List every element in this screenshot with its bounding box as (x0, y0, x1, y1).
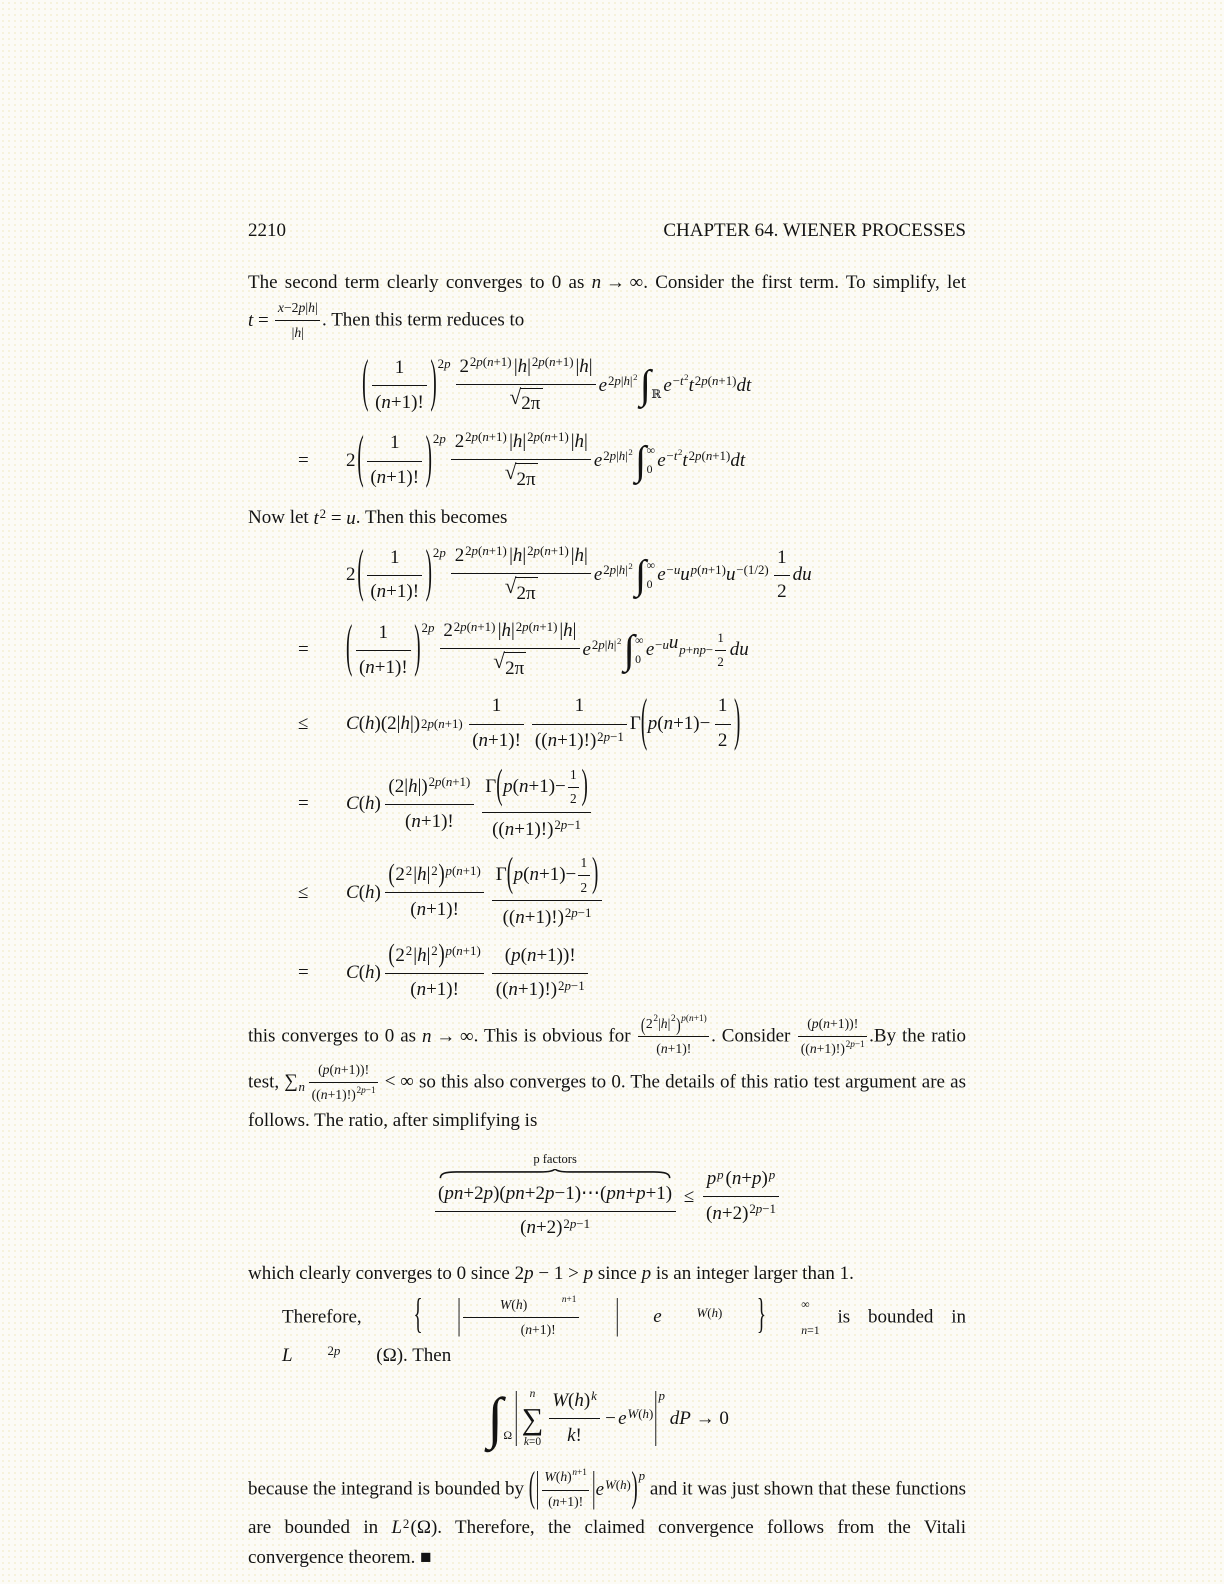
inline-math: { | W(h) n+1 (n+1)! | e W(h) } ∞ n=1 (413, 1291, 820, 1340)
chapter-title: CHAPTER 64. WIENER PROCESSES (663, 220, 966, 241)
page-body (248, 268, 966, 1572)
text-run: this converges to 0 as (248, 1025, 423, 1047)
inline-math: L 2p (Ω) (282, 1343, 404, 1366)
equation: C(h) ( 2 2 |h| 2 ) p(n+1) (n+1)! Γ ( p(n+1)− 1 2 ) ((n+1)!) 2p−1 (346, 853, 604, 932)
relation-symbol: = (298, 639, 309, 661)
para-converges (248, 1259, 966, 1289)
eq-chain-line (298, 614, 966, 683)
equation: ∫ Ω | n ∑ k=0 W(h) k k! − e W(h) | p dP → 0 (487, 1382, 729, 1451)
text-run: . Therefore, the claimed convergence follows from the Vitali convergence theorem. ■ (248, 1516, 966, 1568)
text-run: since (593, 1262, 642, 1284)
inline-math: n → ∞ (422, 1025, 474, 1047)
relation-symbol: = (298, 793, 309, 815)
text-run: Now let (248, 507, 314, 529)
text-run: . This is obvious for (473, 1025, 637, 1047)
eq-chain-line (298, 850, 966, 932)
equation: C(h) (2|h|) 2p(n+1) (n+1)! Γ ( p(n+1)− 1 2 ) ((n+1)!) 2p−1 (346, 765, 594, 844)
eq-chain-line (298, 539, 966, 608)
text-run: because the integrand is bounded by (248, 1478, 529, 1500)
text-run: . Then this becomes (355, 507, 508, 529)
text-run: is bounded in (819, 1306, 966, 1327)
inline-math: ∑ n (p(n+1))! ((n+1)!) 2p−1 < ∞ (284, 1061, 414, 1103)
eq-chain-line (298, 762, 966, 844)
inline-math: ( | W(h) n+1 (n+1)! | e W(h) ) p (528, 1464, 646, 1512)
inline-math: ( 2 2 |h| 2 ) p(n+1) (n+1)! (637, 1014, 712, 1060)
eq-reduce-line (298, 425, 966, 494)
text-run: . Then (403, 1344, 452, 1366)
inline-math: n → ∞ (591, 272, 644, 294)
inline-math: 2p − 1 > p (514, 1263, 594, 1285)
para-therefore (248, 1291, 966, 1371)
inline-math: p (641, 1263, 652, 1285)
text-run: . Then this term reduces to (322, 309, 525, 331)
page-number: 2210 (248, 220, 286, 241)
text-run: .By the ratio test, (248, 1025, 967, 1093)
page-content (248, 220, 966, 1578)
text-run: is an integer larger than 1. (651, 1262, 854, 1284)
relation-symbol: ≤ (298, 881, 309, 903)
equation: ( 1 (n+1)! ) 2p 2 2p(n+1) |h| 2p(n+1) |h| √ 2π e 2p |h| 2 ∫ ℝ e −t 2 t 2p(n+1) dt (346, 353, 751, 419)
equation: C(h) ( 2 2 |h| 2 ) p(n+1) (n+1)! (p(n+1))! ((n+1)!) 2p−1 (346, 942, 591, 1005)
inline-math: (p(n+1))! ((n+1)!) 2p−1 (796, 1014, 869, 1060)
eq-limit-line (248, 1382, 966, 1451)
relation-symbol: ≤ (298, 713, 309, 735)
text-run: . Consider the first term. To simplify, let (643, 272, 966, 293)
running-header (248, 220, 966, 242)
para-conclusion (248, 1464, 966, 1572)
eq-ratio-line (248, 1151, 966, 1243)
eq-chain-line (298, 688, 966, 755)
inline-math: t = x−2p|h| |h| (248, 298, 322, 344)
equation: p factors (pn+2p)(pn+2p−1)⋯(pn+p+1) (n+2) 2p−1 ≤ p p (n+p) p (n+2) 2p−1 (432, 1151, 782, 1243)
para-substitute (248, 503, 966, 533)
equation: ( 1 (n+1)! ) 2p 2 2p(n+1) |h| 2p(n+1) |h| √ 2π e 2p |h| 2 ∫ ∞ 0 e −u u p+np− 1 2 du (346, 617, 749, 683)
text-run: which clearly converges to 0 since (248, 1262, 515, 1284)
text-run: The second term clearly converges to 0 as (248, 272, 592, 293)
inline-math: L 2 (Ω) (391, 1515, 438, 1539)
para-ratio-test (248, 1014, 966, 1135)
eq-chain-line (298, 939, 966, 1005)
text-run: and it was just shown that these functions are bounded in (248, 1478, 966, 1538)
relation-symbol: = (298, 962, 309, 984)
equation: C(h)(2|h|) 2p(n+1) 1 (n+1)! 1 ((n+1)!) 2p−1 Γ ( p(n+1)− 1 2 ) (346, 688, 741, 754)
text-run: so this also converges to 0. The details of this ratio test argument are as follows. The ratio, after simplifying is (248, 1071, 966, 1131)
eq-reduce-line (298, 350, 966, 419)
relation-symbol: = (298, 450, 309, 472)
inline-math: t 2 = u (313, 505, 356, 529)
text-run: . Consider (711, 1025, 797, 1047)
equation: 2 ( 1 (n+1)! ) 2p 2 2p(n+1) |h| 2p(n+1) |h| √ 2π e 2p |h| 2 ∫ ∞ 0 e −t 2 t 2p(n+1) dt (346, 428, 745, 494)
text-run: Therefore, (282, 1306, 380, 1327)
equation: 2 ( 1 (n+1)! ) 2p 2 2p(n+1) |h| 2p(n+1) |h| √ 2π e 2p |h| 2 ∫ ∞ 0 e −u u p(n+1) u −(1/2) 1 2 du (346, 542, 812, 608)
para-intro (248, 268, 966, 344)
